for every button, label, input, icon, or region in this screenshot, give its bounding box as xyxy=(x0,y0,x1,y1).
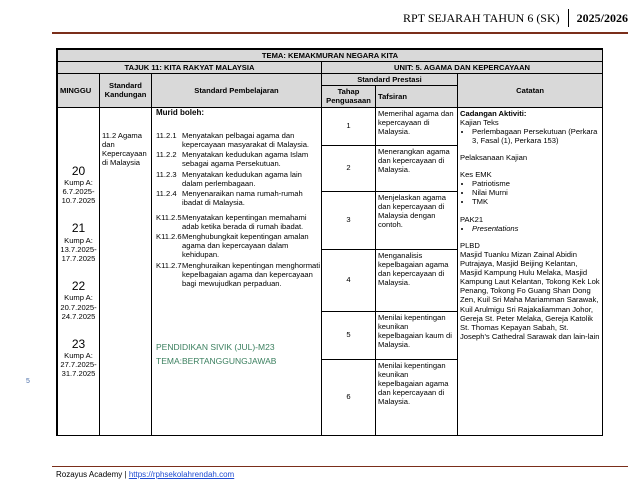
sp-text: Menyatakan kepentingan memahami adab ketika berada di rumah ibadat. xyxy=(182,213,307,232)
kajian-list xyxy=(460,127,600,145)
week-dates: 27.7.2025-31.7.2025 xyxy=(60,360,97,379)
week-number: 23 xyxy=(71,336,86,351)
rpt-table xyxy=(57,49,603,436)
pak21-list xyxy=(460,224,600,233)
sp-item xyxy=(156,261,321,288)
header-title: RPT SEJARAH TAHUN 6 (SK) xyxy=(403,10,560,25)
week-number: 22 xyxy=(71,279,86,294)
sp-cell xyxy=(152,107,322,435)
pak21-title: PAK21 xyxy=(460,214,484,224)
week-number: 20 xyxy=(71,163,86,178)
sp-code: K11.2.5 xyxy=(156,213,182,223)
tahap-header: Tahap Penguasaan xyxy=(322,86,376,107)
pak21-item: • Presentations xyxy=(472,224,600,233)
sk-cell xyxy=(100,107,152,435)
minggu-header: MINGGU xyxy=(58,74,100,107)
sp-item xyxy=(156,189,321,207)
sp-item xyxy=(156,232,321,259)
week-23 xyxy=(60,337,97,379)
sp-item xyxy=(156,213,321,231)
sp-code: 11.2.4 xyxy=(156,188,177,198)
week-number: 21 xyxy=(71,221,86,236)
emk-item: • Nilai Murni xyxy=(472,188,600,197)
prestasi-header: Standard Prestasi xyxy=(322,74,458,86)
sp-item xyxy=(156,170,321,188)
week-22 xyxy=(60,279,97,321)
footer-separator: | xyxy=(124,470,127,479)
sp-list xyxy=(156,131,321,288)
emk-list xyxy=(460,179,600,206)
plbd-text: Masjid Tuanku Mizan Zainal Abidin Putrajaya, Masjid Beijing Kelantan, Masjid Kampung Hulu Melaka, Masjid Kampung Laut Kelantan, Tokong Kek Lok Penang, Tokong Fo Guang Shan Dong Zen, Kuil Sri Maha Mariamman Sarawak, Kuil Arulmigu Sri Rajakaliamman Johor, Gereja St. Peter Melaka, Gereja Katolik St. Thomas Kepayan Sabah, St. Joseph's Cathedral Sarawak dan lain-lain xyxy=(460,249,600,341)
sp-code: 11.2.3 xyxy=(156,169,177,179)
header-year: 2025/2026 xyxy=(576,10,628,25)
perlembagaan-item: • Perlembagaan Persekutuan (Perkara 3, Fasal (1), Perkara 153) xyxy=(472,127,600,145)
sk-text: 11.2 Agama dan Kepercayaan di Malaysia xyxy=(102,130,147,167)
emk-item: • TMK xyxy=(472,197,600,206)
tafsiran-4: Menganalisis kepelbagaian agama dan kepercayaan di Malaysia. xyxy=(376,249,458,311)
tahap-2: 2 xyxy=(322,145,376,191)
page-header xyxy=(403,8,628,28)
tahap-1: 1 xyxy=(322,107,376,145)
rpt-table-frame xyxy=(56,48,603,436)
footer-org: Rozayus Academy xyxy=(56,470,123,479)
kajian-teks: Kajian Teks xyxy=(460,117,499,127)
page-number: 5 xyxy=(26,378,30,385)
tajuk-cell: TAJUK 11: KITA RAKYAT MALAYSIA xyxy=(58,62,322,74)
sp-intro: Murid boleh: xyxy=(156,107,204,117)
week-dates: 13.7.2025-17.7.2025 xyxy=(60,244,97,263)
tahap-4: 4 xyxy=(322,249,376,311)
sp-code: 11.2.2 xyxy=(156,150,177,160)
catatan-cell xyxy=(458,107,603,435)
tafsiran-3: Menjelaskan agama dan kepercayaan di Malaysia dengan contoh. xyxy=(376,191,458,249)
pendidikan-sivik: PENDIDIKAN SIVIK (JUL)-M23 xyxy=(156,341,275,352)
header-rule xyxy=(52,32,628,34)
tema-sivik: TEMA:BERTANGGUNGJAWAB xyxy=(156,356,277,367)
sp-text: Menyatakan kedudukan agama lain dalam perlembagaan. xyxy=(182,169,302,188)
week-20 xyxy=(60,164,97,206)
week-kump: Kump A: xyxy=(64,178,93,187)
emk-title: Kes EMK xyxy=(460,170,492,180)
week-kump: Kump A: xyxy=(64,293,93,303)
sp-item xyxy=(156,131,321,149)
week-dates: 6.7.2025-10.7.2025 xyxy=(61,187,96,206)
week-dates: 20.7.2025-24.7.2025 xyxy=(60,302,97,321)
emk-item: • Patriotisme xyxy=(472,179,600,188)
footer-rule xyxy=(52,466,628,467)
tema-cell: TEMA: KEMAKMURAN NEGARA KITA xyxy=(58,50,603,62)
week-kump: Kump A: xyxy=(64,351,93,361)
tafsiran-5: Menilai kepentingan keunikan kepelbagaian kaum di Malaysia. xyxy=(376,311,458,359)
sp-code: 11.2.1 xyxy=(156,131,177,141)
sp-text: Menghubungkait kepentingan amalan agama dan kepercayaan dalam kehidupan. xyxy=(182,232,309,260)
minggu-cell xyxy=(58,107,100,435)
tafsiran-header: Tafsiran xyxy=(376,86,458,107)
tafsiran-1: Memerihal agama dan kepercayaan di Malaysia. xyxy=(376,107,458,145)
catatan-header: Catatan xyxy=(458,74,603,107)
aktiviti-title: Cadangan Aktiviti: xyxy=(460,108,527,118)
sp-text: Menyatakan pelbagai agama dan kepercayaan masyarakat di Malaysia. xyxy=(182,131,310,150)
tafsiran-6: Menilai kepentingan keunikan kepelbagaian agama dan kepercayaan di Malaysia. xyxy=(376,359,458,435)
week-kump: Kump A: xyxy=(64,235,93,245)
tafsiran-2: Menerangkan agama dan kepercayaan di Malaysia. xyxy=(376,145,458,191)
tahap-5: 5 xyxy=(322,311,376,359)
sp-code: K11.2.7 xyxy=(156,260,182,270)
sp-item xyxy=(156,150,321,168)
week-21 xyxy=(60,221,97,263)
sp-text: Menyenaraikan nama rumah-rumah ibadat di Malaysia. xyxy=(182,188,303,207)
footer-link[interactable]: https://rphsekolahrendah.com xyxy=(128,470,235,479)
page-footer xyxy=(56,470,234,479)
sp-text: Menghuraikan kepentingan menghormati kepelbagaian agama dan kepercayaan bagi mewujudkan perpaduan. xyxy=(182,260,321,288)
plbd-title: PLBD xyxy=(460,240,480,250)
pelaksanaan: Pelaksanaan Kajian xyxy=(460,152,528,162)
sp-text: Menyatakan kedudukan agama Islam sebagai agama Persekutuan. xyxy=(182,150,309,169)
sivik-note xyxy=(156,342,321,366)
sk-header: Standard Kandungan xyxy=(100,74,152,107)
sp-header: Standard Pembelajaran xyxy=(152,74,322,107)
tahap-6: 6 xyxy=(322,359,376,435)
sp-code: K11.2.6 xyxy=(156,232,182,242)
unit-cell: UNIT: 5. AGAMA DAN KEPERCAYAAN xyxy=(322,62,603,74)
tahap-3: 3 xyxy=(322,191,376,249)
